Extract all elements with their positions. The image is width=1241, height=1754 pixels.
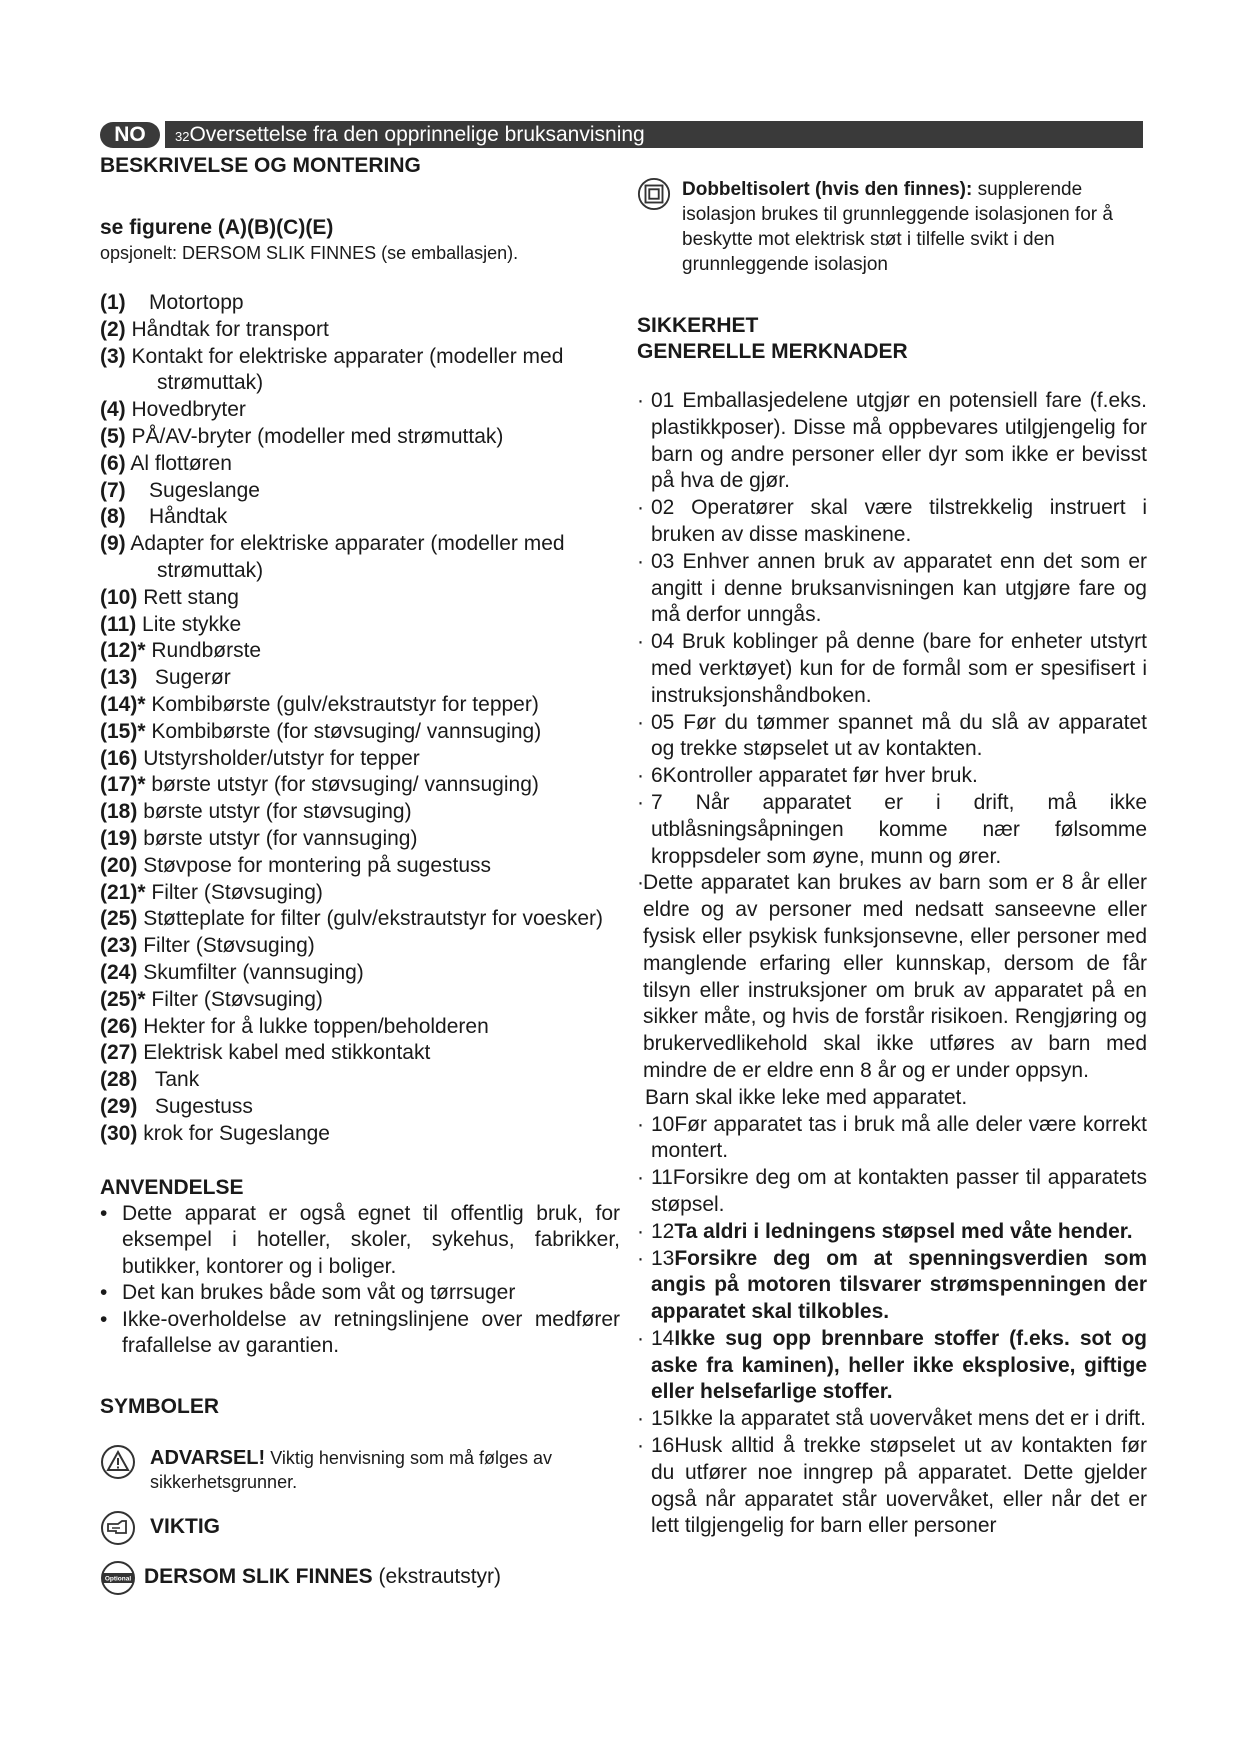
rule-item: · 14Ikke sug opp brennbare stoffer (f.eks. sot og aske fra kaminen), heller ikke eksplosive, giftige eller helsefarlige stoffer. <box>637 1326 1147 1404</box>
parts-item: (4) Hovedbryter <box>100 398 246 422</box>
right-column <box>637 177 1147 1540</box>
language-badge: NO <box>100 122 160 148</box>
parts-item: (25) Støtteplate for filter (gulv/ekstrautstyr for voesker) <box>100 907 604 931</box>
optional-icon-text: Optional <box>104 1575 132 1582</box>
parts-item: (7) Sugeslange <box>100 478 260 502</box>
important-symbol-row <box>100 1510 620 1546</box>
page-header <box>100 121 1143 148</box>
parts-item: (25)* Filter (Støvsuging) <box>100 987 323 1011</box>
rule-item: · 10Før apparatet tas i bruk må alle deler være korrekt montert. <box>637 1112 1147 1163</box>
usage-title: ANVENDELSE <box>100 1175 244 1199</box>
parts-item: (14)* Kombibørste (gulv/ekstrautstyr for tepper) <box>100 692 539 716</box>
rule-item: · 6Kontroller apparatet før hver bruk. <box>637 764 978 788</box>
usage-list <box>100 1201 620 1360</box>
rule-item: · Dette apparatet kan brukes av barn som er 8 år eller eldre og av personer med nedsatt sanseevne eller fysisk eller psykisk funksjonsevne, eller personer med manglende erfaring eller kunnskap, dersom de får tilsyn eller instruksjoner om bruk av apparatet på en sikker måte, og hvis de forstår risikoen. Rengjøring og brukervedlikehold skal ikke utføres av barn med mindre de er eldre enn 8 år og er under oppsyn. <box>637 871 1147 1082</box>
optional-note: opsjonelt: DERSOM SLIK FINNES (se emballasjen). <box>100 243 519 263</box>
optional-text: DERSOM SLIK FINNES (ekstrautstyr) <box>144 1564 502 1588</box>
rule-item: · 01 Emballasjedelene utgjør en potensiell fare (f.eks. plastikkposer). Disse må oppbevares utilgjengelig for barn og andre personer eller dyr som ikke er bevisst på hva de gjør. <box>637 389 1147 493</box>
rule-item: · 03 Enhver annen bruk av apparatet enn det som er angitt i denne bruksanvisningen kan utgjøre fare og må derfor unngås. <box>637 549 1147 627</box>
parts-item: (3) Kontakt for elektriske apparater (modeller med strømuttak) <box>100 344 564 395</box>
optional-icon <box>100 1560 136 1596</box>
parts-item: (5) PÅ/AV-bryter (modeller med strømuttak) <box>100 424 504 448</box>
page-number: 32 <box>175 129 190 144</box>
parts-item: (1) Motortopp <box>100 291 244 314</box>
parts-item: (26) Hekter for å lukke toppen/beholderen <box>100 1014 489 1038</box>
parts-list <box>100 290 620 1148</box>
children-note: Barn skal ikke leke med apparatet. <box>645 1085 968 1109</box>
parts-item: (15)* Kombibørste (for støvsuging/ vannsuging) <box>100 719 542 743</box>
rule-item: · 15Ikke la apparatet stå uovervåket mens det er i drift. <box>637 1407 1146 1431</box>
general-notes-title: GENERELLE MERKNADER <box>637 340 908 363</box>
left-column <box>100 153 620 1596</box>
rule-item: · 7 Når apparatet er i drift, må ikke utblåsningsåpningen komme nær følsomme kroppsdeler som øyne, munn og ører. <box>637 790 1147 868</box>
optional-title: DERSOM SLIK FINNES <box>144 1564 373 1588</box>
parts-item: (18) børste utstyr (for støvsuging) <box>100 800 412 824</box>
rule-item: · 05 Før du tømmer spannet må du slå av apparatet og trekke støpselet ut av kontakten. <box>637 710 1147 761</box>
safety-rules <box>637 388 1147 1540</box>
parts-item: (16) Utstyrsholder/utstyr for tepper <box>100 746 420 770</box>
parts-item: (10) Rett stang <box>100 585 239 609</box>
parts-item: (8) Håndtak <box>100 505 228 529</box>
warning-icon <box>100 1444 136 1480</box>
safety-title: SIKKERHET <box>637 314 759 337</box>
usage-item: • Ikke-overholdelse av retningslinjene over medfører frafallelse av garantien. <box>100 1307 620 1357</box>
rule-item: · 13Forsikre deg om at spenningsverdien som angis på motoren tilsvarer strømspenningen der apparatet skal tilkobles. <box>637 1246 1147 1324</box>
double-insulated-row <box>637 177 1147 277</box>
section-title: BESKRIVELSE OG MONTERING <box>100 154 421 177</box>
figures-heading: se figurene (A)(B)(C)(E) <box>100 216 334 239</box>
pointing-hand-icon <box>100 1510 136 1546</box>
parts-item: (12)* Rundbørste <box>100 639 262 663</box>
double-insulated-title: Dobbeltisolert (hvis den finnes): <box>682 179 973 200</box>
rule-item: · 11Forsikre deg om at kontakten passer til apparatets støpsel. <box>637 1166 1147 1216</box>
parts-item: (28) Tank <box>100 1068 200 1092</box>
warning-text: ADVARSEL! Viktig henvisning som må følges av sikkerhetsgrunner. <box>150 1446 552 1492</box>
parts-item: (11) Lite stykke <box>100 612 242 636</box>
rule-item: · 02 Operatører skal være tilstrekkelig instruert i bruken av disse maskinene. <box>637 496 1147 546</box>
parts-item: (2) Håndtak for transport <box>100 317 329 341</box>
warning-title: ADVARSEL! <box>150 1446 266 1469</box>
parts-item: (24) Skumfilter (vannsuging) <box>100 960 364 984</box>
rule-item: · 16Husk alltid å trekke støpselet ut av kontakten før du utfører noe inngrep på apparatet. Dette gjelder også når apparatet står uovervåket, eller når det er lett tilgjengelig for barn eller personer <box>637 1434 1147 1538</box>
parts-item: (23) Filter (Støvsuging) <box>100 934 315 958</box>
optional-symbol-row <box>100 1560 620 1596</box>
symbols-title: SYMBOLER <box>100 1394 220 1418</box>
important-title: VIKTIG <box>150 1514 221 1538</box>
parts-item: (21)* Filter (Støvsuging) <box>100 880 323 904</box>
usage-item: • Det kan brukes både som våt og tørrsuger <box>100 1281 516 1304</box>
parts-item: (6) Al flottøren <box>100 451 232 475</box>
parts-item: (17)* børste utstyr (for støvsuging/ vannsuging) <box>100 773 539 797</box>
double-insulated-icon <box>637 177 671 211</box>
header-bar <box>165 121 1143 148</box>
rule-item: · 12Ta aldri i ledningens støpsel med våte hender. <box>637 1219 1133 1243</box>
warning-symbol-row <box>100 1444 620 1494</box>
parts-item: (30) krok for Sugeslange <box>100 1121 330 1145</box>
parts-item: (13) Sugerør <box>100 666 231 690</box>
parts-item: (29) Sugestuss <box>100 1094 253 1118</box>
usage-item: • Dette apparat er også egnet til offentlig bruk, for eksempel i hoteller, skoler, sykehus, fabrikker, butikker, kontorer og i boliger. <box>100 1201 620 1278</box>
parts-item: (9) Adapter for elektriske apparater (modeller med strømuttak) <box>100 532 565 582</box>
parts-item: (27) Elektrisk kabel med stikkontakt <box>100 1041 431 1065</box>
double-insulated-text: Dobbeltisolert (hvis den finnes): supplerende isolasjon brukes til grunnleggende isolasjonen for å beskytte mot elektrisk støt i tilfelle svikt i den grunnleggende isolasjon <box>682 179 1113 275</box>
parts-item: (19) børste utstyr (for vannsuging) <box>100 826 418 850</box>
rule-item: · 04 Bruk koblinger på denne (bare for enheter utstyrt med verktøyet) kun for de formål som er spesifisert i instruksjonshåndboken. <box>637 630 1147 707</box>
parts-item: (20) Støvpose for montering på sugestuss <box>100 853 492 877</box>
header-title: Oversettelse fra den opprinnelige bruksanvisning <box>189 123 645 146</box>
